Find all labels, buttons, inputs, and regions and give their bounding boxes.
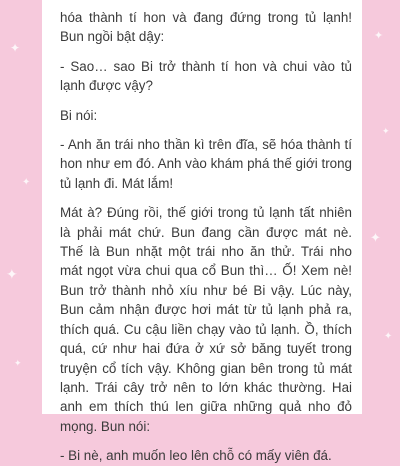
decorative-star: ✦ <box>14 359 22 369</box>
story-paragraph: - Anh ăn trái nho thần kì trên đĩa, sẽ hóa thành tí hon như em đó. Anh vào khám phá thế giới trong tủ lạnh đi. Mát lắm! <box>60 137 352 191</box>
decorative-star: ✦ <box>10 41 21 55</box>
decorative-star: ✦ <box>384 331 393 342</box>
decorative-star: ✦ <box>22 177 31 188</box>
story-paragraph: Mát à? Đúng rồi, thế giới trong tủ lạnh tất nhiên là phải mát chứ. Bun đang cần được mát nè. Thế là Bun nhặt một trái nho ăn thử. Trái nho mát ngọt vừa chui qua cổ Bun thì… Ố! Xem nè! Bun trở thành nhỏ xíu như bé Bi vậy. Lúc này, Bun cảm nhận được hơi mát từ tủ lạnh phả ra, thích quá. Cu cậu liền chạy vào tủ lạnh. Ồ, thích quá, cứ như hai đứa ở xứ sở băng tuyết trong truyện cổ tích vậy. Không gian bên trong tủ mát lạnh. Trái cây trở nên to lớn khác thường. Hai anh em thích thú len giữa những quả nho đỏ mọng. Bun nói: <box>60 205 352 434</box>
story-paragraph: - Bi nè, anh muốn leo lên chỗ có mấy viên đá. <box>60 448 332 464</box>
decorative-star: ✦ <box>382 127 390 137</box>
story-text <box>60 0 352 466</box>
decorative-star: ✦ <box>6 267 18 283</box>
decorative-star: ✦ <box>370 231 381 246</box>
story-paragraph: hóa thành tí hon và đang đứng trong tủ lạnh! Bun ngồi bật dậy: <box>60 10 352 45</box>
story-paragraph: Bi nói: <box>60 107 98 123</box>
book-page <box>42 0 362 464</box>
decorative-star: ✦ <box>374 29 384 42</box>
story-paragraph: - Sao… sao Bi trở thành tí hon và chui vào tủ lạnh được vậy? <box>60 58 352 94</box>
